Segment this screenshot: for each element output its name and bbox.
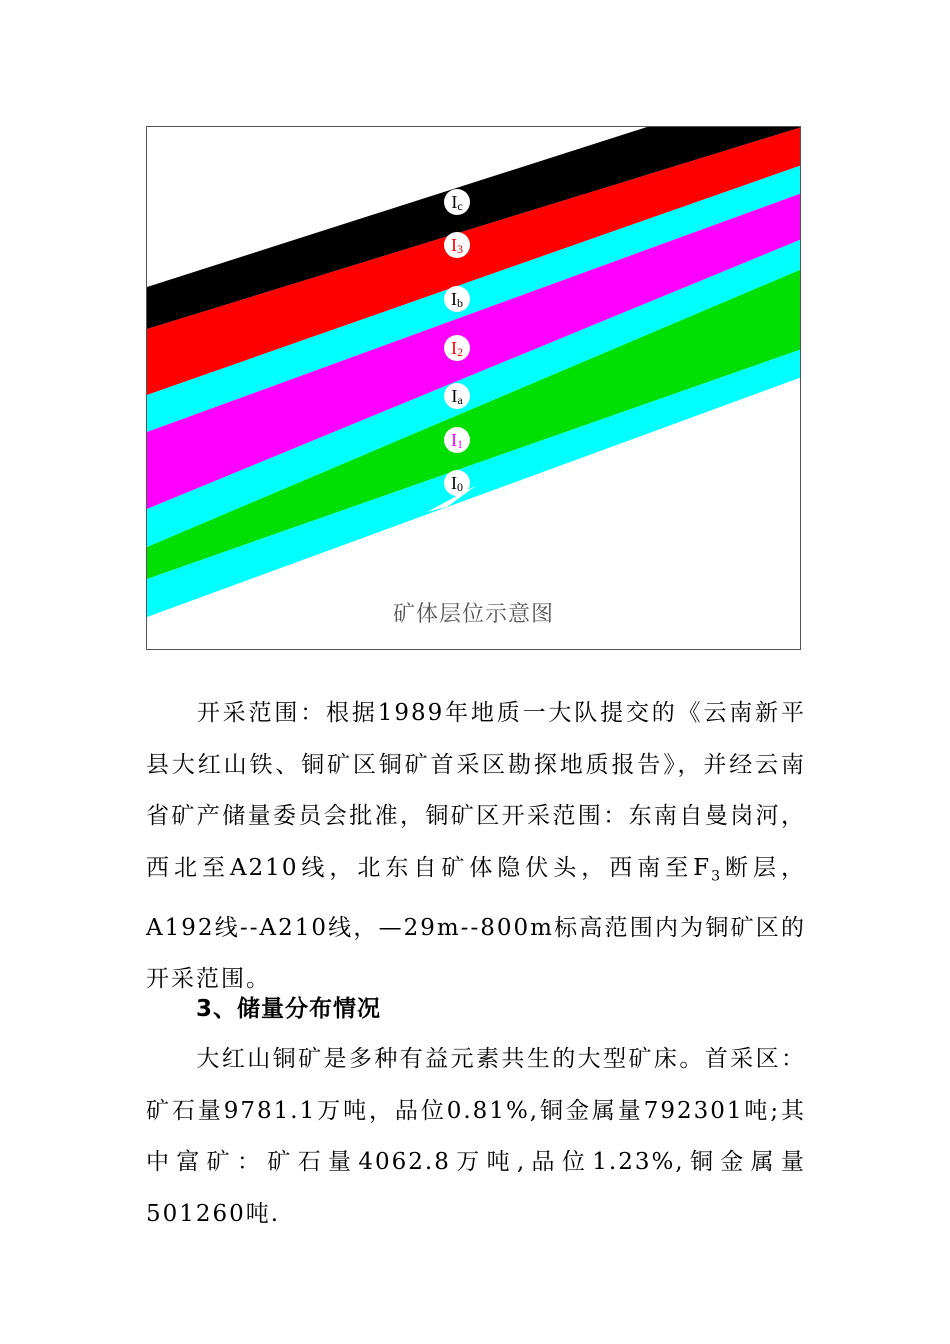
mining-scope-text-2: 断层，A192线--A210线，—29m--800m标高范围内为铜矿区的开采范围。 — [146, 854, 807, 993]
layer-label-ic-sub: c — [457, 199, 463, 213]
layer-label-i1-main: I — [451, 430, 457, 450]
mining-scope-paragraph — [146, 688, 806, 1006]
layer-label-i2-main: I — [451, 338, 457, 358]
layer-label-i2-sub: 2 — [457, 345, 463, 359]
layer-label-i1-sub: 1 — [457, 437, 463, 451]
mining-scope-text-1: 开采范围：根据1989年地质一大队提交的《云南新平县大红山铁、铜矿区铜矿首采区勘探地质报告》，并经云南省矿产储量委员会批准，铜矿区开采范围：东南自曼岗河，西北至A210线，北东自矿体隐伏头，西南至F — [146, 700, 806, 881]
layer-label-ib-main: I — [451, 289, 457, 309]
section-heading: 3、储量分布情况 — [196, 996, 382, 1022]
layer-label-ic-main: I — [451, 192, 458, 212]
layer-label-i0-sub: 0 — [457, 480, 463, 494]
layer-label-i1 — [444, 427, 470, 453]
layer-bands — [147, 127, 801, 650]
layer-label-ia-main: I — [451, 386, 458, 406]
layer-label-i2 — [444, 335, 470, 361]
layer-label-ia-sub: a — [457, 393, 463, 407]
layer-label-i3 — [444, 232, 470, 258]
layer-label-i0-main: I — [451, 473, 457, 493]
layer-label-i3-sub: 3 — [457, 242, 463, 256]
reserve-paragraph — [146, 1034, 806, 1240]
ore-body-layer-diagram — [146, 126, 801, 650]
layer-label-ib — [444, 286, 470, 312]
layer-label-ic — [444, 189, 470, 215]
fault-subscript: 3 — [711, 868, 723, 885]
figure-caption: 矿体层位示意图 — [392, 602, 554, 627]
layer-label-ia — [444, 383, 470, 409]
layer-label-i3-main: I — [451, 235, 457, 255]
reserve-text: 大红山铜矿是多种有益元素共生的大型矿床。首采区：矿石量9781.1万吨，品位0.81%,铜金属量792301吨;其中富矿：矿石量4062.8万吨,品位1.23%,铜金属量501260吨. — [146, 1046, 806, 1227]
layer-label-ib-sub: b — [457, 296, 463, 310]
layer-label-i0 — [444, 470, 470, 496]
